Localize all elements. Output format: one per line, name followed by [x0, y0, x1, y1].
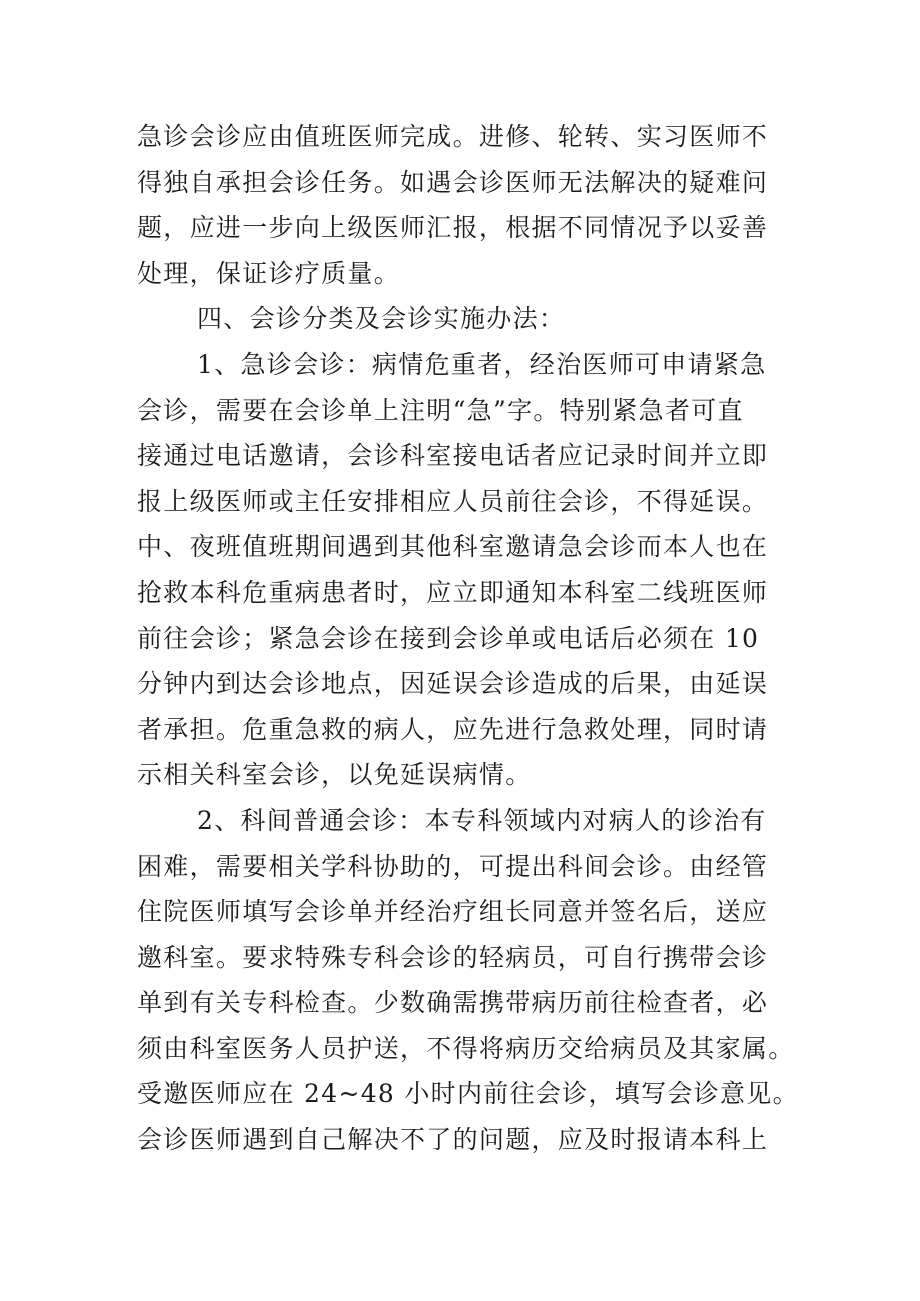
text-line: 得独自承担会诊任务。如遇会诊医师无法解决的疑难问 [137, 167, 769, 197]
text-line: 题，应进一步向上级医师汇报，根据不同情况予以妥善 [137, 213, 769, 243]
text-line: 处理，保证诊疗质量。 [137, 258, 401, 288]
text-line: 受邀医师应在 24~48 小时内前往会诊，填写会诊意见。 [137, 1079, 799, 1109]
text-line: 四、会诊分类及会诊实施办法： [197, 304, 566, 334]
text-line: 中、夜班值班期间遇到其他科室邀请急会诊而本人也在 [137, 532, 769, 562]
text-line: 者承担。危重急救的病人，应先进行急救处理，同时请 [137, 714, 769, 744]
text-line: 单到有关专科检查。少数确需携带病历前往检查者，必 [137, 988, 769, 1018]
text-line: 抢救本科危重病患者时，应立即通知本科室二线班医师 [137, 577, 769, 607]
text-line: 前往会诊；紧急会诊在接到会诊单或电话后必须在 10 [137, 623, 760, 653]
text-line: 接通过电话邀请，会诊科室接电话者应记录时间并立即 [137, 441, 769, 471]
document-body [137, 114, 797, 1163]
text-line: 示相关科室会诊，以免延误病情。 [137, 760, 532, 790]
text-line: 分钟内到达会诊地点，因延误会诊造成的后果，由延误 [137, 669, 769, 699]
text-line: 住院医师填写会诊单并经治疗组长同意并签名后，送应 [137, 897, 769, 927]
text-line: 报上级医师或主任安排相应人员前往会诊，不得延误。 [137, 486, 769, 516]
text-line: 急诊会诊应由值班医师完成。进修、轮转、实习医师不 [137, 122, 769, 151]
text-line: 须由科室医务人员护送，不得将病历交给病员及其家属。 [137, 1033, 795, 1063]
text-line: 会诊医师遇到自己解决不了的问题，应及时报请本科上 [137, 1125, 769, 1155]
text-line: 2、科间普通会诊：本专科领域内对病人的诊治有 [197, 805, 767, 835]
text-line: 会诊，需要在会诊单上注明“急”字。特别紧急者可直 [137, 395, 744, 425]
text-line: 困难，需要相关学科协助的，可提出科间会诊。由经管 [137, 851, 769, 881]
text-line: 1、急诊会诊：病情危重者，经治医师可申请紧急 [197, 349, 767, 379]
text-line: 邀科室。要求特殊专科会诊的轻病员，可自行携带会诊 [137, 942, 769, 972]
